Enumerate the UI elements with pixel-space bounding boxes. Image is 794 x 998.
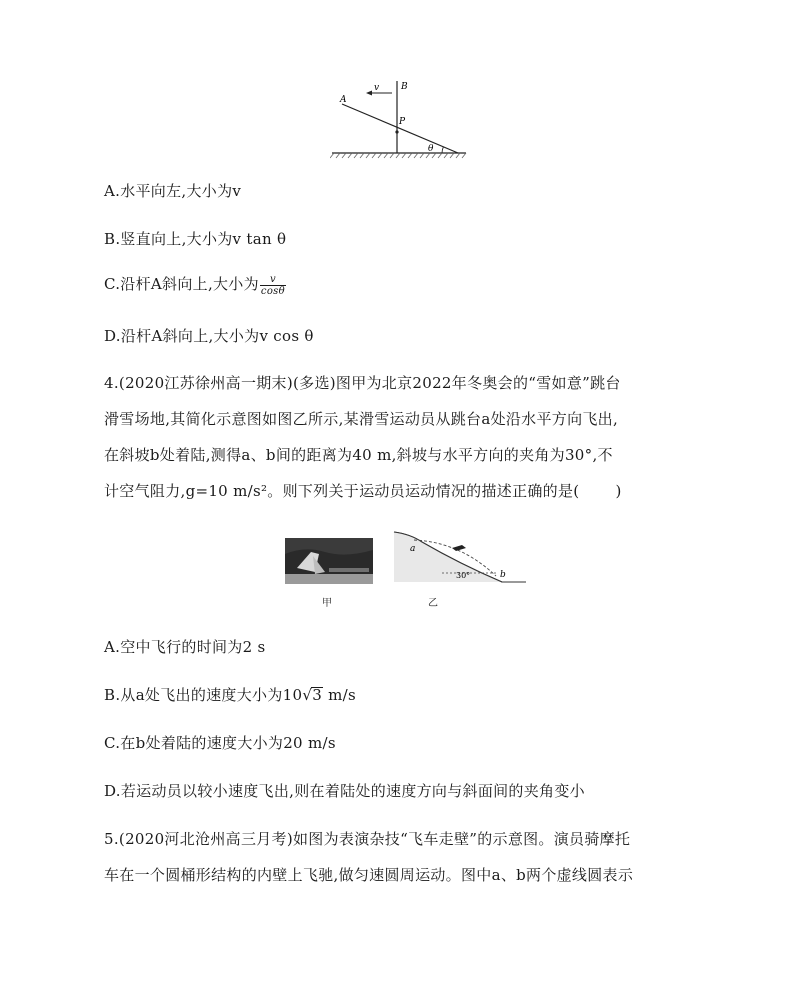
q3-option-d: D.沿杆A斜向上,大小为v cos θ: [104, 327, 314, 345]
q4-stem-line-1: 4.(2020江苏徐州高一期末)(多选)图甲为北京2022年冬奥会的“雪如意”跳台: [104, 374, 621, 392]
sqrt-radicand: 3: [312, 686, 323, 704]
q4-stem-line-4: [104, 480, 622, 501]
q4-stem-close-paren: ): [615, 482, 622, 500]
label-theta: θ: [428, 144, 434, 154]
label-a: A: [340, 95, 347, 105]
q4-option-d: D.若运动员以较小速度飞出,则在着陆处的速度方向与斜面间的夹角变小: [104, 782, 585, 800]
inclined-rod: [342, 104, 458, 153]
fraction-numerator: v: [260, 274, 286, 286]
q4-option-b-unit: m/s: [323, 686, 356, 704]
q3-option-c-text: C.沿杆A斜向上,大小为: [104, 275, 259, 293]
q4-stem-line-3: 在斜坡b处着陆,测得a、b间的距离为40 m,斜坡与水平方向的夹角为30°,不: [104, 446, 613, 464]
q4-stem-line-2: 滑雪场地,其简化示意图如图乙所示,某滑雪运动员从跳台a处沿水平方向飞出,: [104, 410, 619, 428]
label-slope-b: b: [500, 570, 506, 580]
label-b: B: [401, 82, 408, 92]
q3-option-c: [104, 273, 286, 297]
ski-jump-photo: [285, 538, 373, 584]
rod-slope-figure: [330, 78, 470, 160]
q5-stem-line-2: 车在一个圆桶形结构的内壁上飞驰,做匀速圆周运动。图中a、b两个虚线圆表示: [104, 866, 634, 884]
q4-stem-line-4-text: 计空气阻力,g=10 m/s²。则下列关于运动员运动情况的描述正确的是(: [104, 482, 580, 500]
label-v: v: [374, 83, 380, 93]
fraction-v-over-cos: [260, 274, 286, 297]
q4-option-a: A.空中飞行的时间为2 s: [104, 638, 266, 656]
q4-option-b-text: B.从a处飞出的速度大小为10: [104, 686, 303, 704]
q3-option-a: A.水平向左,大小为v: [104, 182, 242, 200]
q4-option-b: [104, 684, 356, 705]
ski-slope-diagram: [390, 528, 528, 586]
label-p: P: [399, 117, 406, 127]
q3-option-b: B.竖直向上,大小为v tan θ: [104, 230, 287, 248]
q5-stem-line-1: 5.(2020河北沧州高三月考)如图为表演杂技“飞车走壁”的示意图。演员骑摩托: [104, 830, 631, 848]
sqrt-sign: √: [302, 686, 313, 704]
caption-yi: 乙: [428, 598, 438, 609]
label-angle-30: 30°: [456, 571, 471, 580]
caption-jia: 甲: [322, 598, 332, 609]
q4-option-c: C.在b处着陆的速度大小为20 m/s: [104, 734, 336, 752]
fraction-denominator: cosθ: [260, 285, 285, 297]
point-p: [395, 130, 398, 133]
label-slope-a: a: [410, 544, 416, 554]
